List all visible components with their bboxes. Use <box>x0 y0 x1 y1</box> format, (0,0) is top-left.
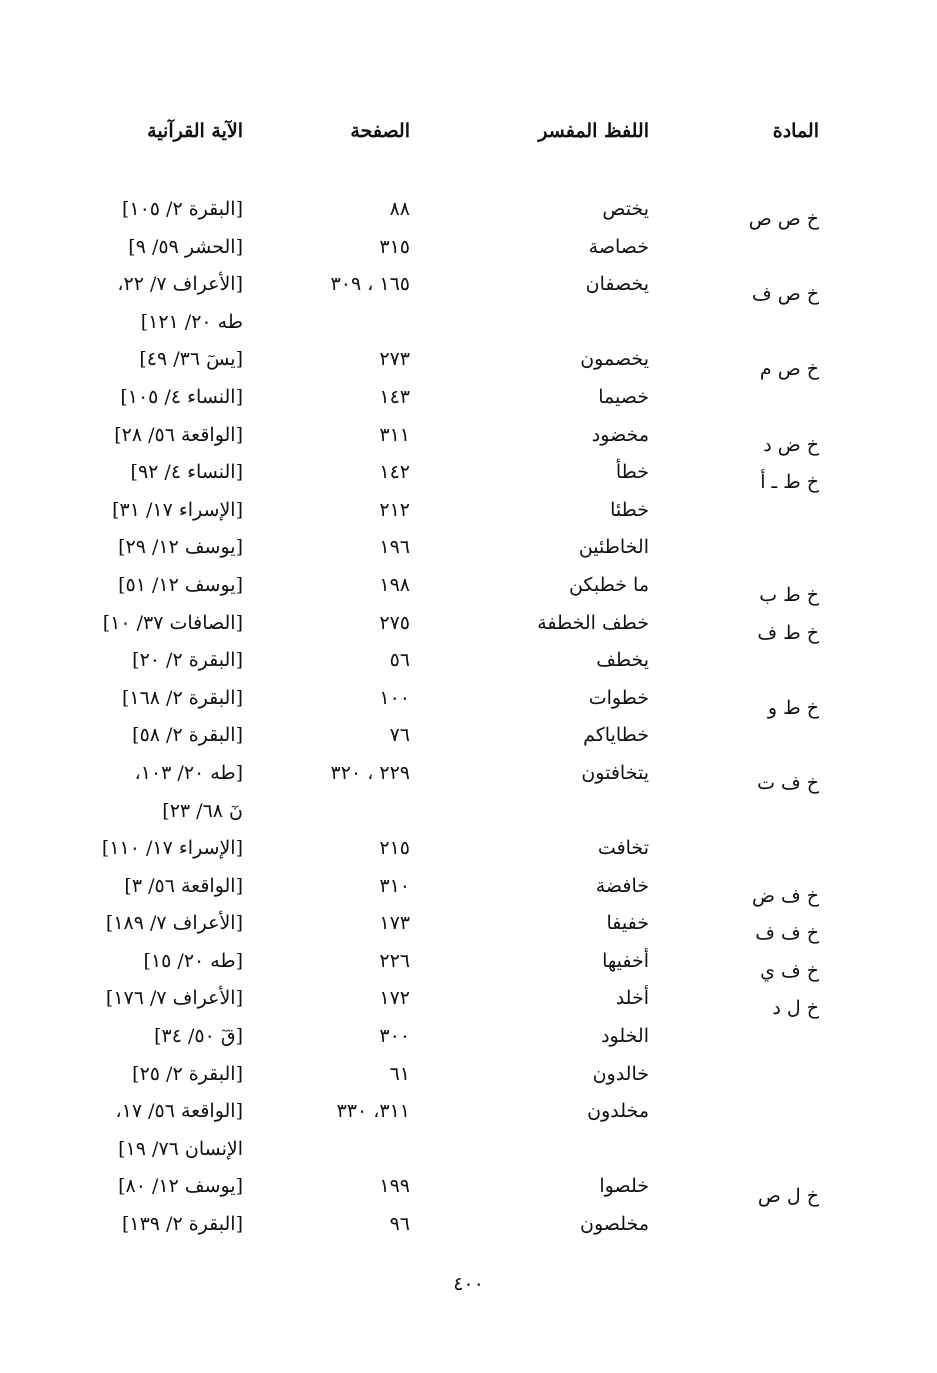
table-row <box>0 1207 937 1245</box>
table-row <box>0 756 937 794</box>
word-cell: يختص <box>602 198 649 220</box>
page-number: ٤٠٠ <box>453 1273 484 1295</box>
root-cell: خ ط ف <box>757 621 819 644</box>
page-cell: ٦١ <box>389 1062 410 1085</box>
root-cell: خ ف ض <box>751 884 819 907</box>
verse-cell: [الصافات ٣٧/ ١٠] <box>102 611 243 634</box>
verse-cell: [الأعراف ٧/ ١٧٦] <box>105 987 243 1010</box>
word-cell: يخصمون <box>580 348 649 371</box>
table-row <box>0 342 937 380</box>
word-cell: يخصفان <box>585 273 649 296</box>
page-cell: ١٠٠ <box>379 686 410 709</box>
page-cell: ٧٦ <box>389 724 410 747</box>
table-row <box>0 418 937 456</box>
page-cell: ١٩٦ <box>379 536 410 559</box>
verse-cell: [الأعراف ٧/ ١٨٩] <box>105 912 243 935</box>
table-row <box>0 493 937 531</box>
word-cell: الخلود <box>601 1025 649 1048</box>
table-row <box>0 1019 937 1057</box>
root-cell: خ ف ي <box>760 959 819 982</box>
page-cell: ١٧٣ <box>379 912 410 935</box>
table-row <box>0 831 937 869</box>
word-cell: خطئا <box>610 498 649 521</box>
table-row <box>0 681 937 719</box>
page-cell: ٥٦ <box>389 649 410 672</box>
root-cell: خ ط ـ أ <box>760 471 819 494</box>
page-cell: ١٤٣ <box>379 385 410 408</box>
header-root: المادة <box>772 120 819 142</box>
table-row <box>0 192 937 230</box>
page-cell: ١٩٩ <box>379 1175 410 1198</box>
word-cell: خصيما <box>598 385 649 408</box>
word-cell: الخاطئين <box>578 536 649 559</box>
root-cell: خ ف ت <box>757 771 819 794</box>
table-row <box>0 530 937 568</box>
page-cell: ٢٧٣ <box>379 348 410 371</box>
table-row <box>0 1132 937 1170</box>
table-row <box>0 981 937 1019</box>
table-row <box>0 906 937 944</box>
page-cell: ١٩٨ <box>379 573 410 596</box>
table-row <box>0 944 937 982</box>
page-cell: ١٧٢ <box>379 987 410 1010</box>
page-cell: ٢٧٥ <box>379 611 410 634</box>
verse-cell: [طه ٢٠/ ١٠٣، <box>134 761 243 784</box>
root-cell: خ ل د <box>772 997 819 1020</box>
root-cell: خ ص ف <box>751 283 819 306</box>
header-verse: الآية القرآنية <box>147 120 243 142</box>
table-row <box>0 230 937 268</box>
verse-cell: [يوسف ١٢/ ٢٩] <box>118 536 243 559</box>
root-cell: خ ل ص <box>757 1185 819 1208</box>
index-table <box>0 192 937 1245</box>
verse-cell: [البقرة ٢/ ١٦٨] <box>121 686 243 709</box>
word-cell: خصاصة <box>588 235 649 258</box>
word-cell: يخطف <box>596 649 649 672</box>
table-row <box>0 267 937 305</box>
verse-cell: [الواقعة ٥٦/ ١٧، <box>115 1100 243 1123</box>
table-row <box>0 380 937 418</box>
table-row <box>0 1169 937 1207</box>
verse-cell: [الواقعة ٥٦/ ٣] <box>124 874 243 897</box>
header-word: اللفظ المفسر <box>538 120 649 142</box>
verse-cell: [الواقعة ٥٦/ ٢٨] <box>114 423 243 446</box>
root-cell: خ ط و <box>767 696 819 719</box>
verse-cell: [النساء ٤/ ٩٢] <box>130 461 243 484</box>
page-cell: ٣١٠ <box>379 874 410 897</box>
word-cell: ما خطبكن <box>568 573 649 596</box>
verse-cell: [البقرة ٢/ ٥٨] <box>132 724 243 747</box>
table-row <box>0 606 937 644</box>
page-cell: ٢١٢ <box>379 498 410 521</box>
word-cell: خافضة <box>595 874 649 897</box>
root-cell: خ ف ف <box>755 922 819 945</box>
page-cell: ٣٠٠ <box>379 1025 410 1048</box>
verse-cell: [الأعراف ٧/ ٢٢، <box>117 273 243 296</box>
verse-cell: [النساء ٤/ ١٠٥] <box>120 385 243 408</box>
page-cell: ١٤٢ <box>379 461 410 484</box>
table-row <box>0 1094 937 1132</box>
word-cell: مخلدون <box>587 1100 649 1123</box>
word-cell: خفيفا <box>606 912 649 935</box>
verse-cell: [الإسراء ١٧/ ٣١] <box>112 498 243 521</box>
verse-cell: الإنسان ٧٦/ ١٩] <box>118 1137 243 1160</box>
verse-cell: [قٓ ٥٠/ ٣٤] <box>154 1025 243 1048</box>
table-row <box>0 1057 937 1095</box>
verse-cell: [يوسف ١٢/ ٨٠] <box>118 1175 243 1198</box>
root-cell: خ ص م <box>759 358 819 381</box>
verse-cell: نٓ ٦٨/ ٢٣] <box>162 799 243 822</box>
verse-cell: طه ٢٠/ ١٢١] <box>140 310 243 333</box>
page-cell: ٢٢٩ ، ٣٢٠ <box>330 761 410 784</box>
table-row <box>0 305 937 343</box>
table-row <box>0 794 937 832</box>
page-cell: ٣١١ <box>379 423 410 446</box>
table-row <box>0 568 937 606</box>
page-cell: ٩٦ <box>389 1213 410 1236</box>
table-row <box>0 869 937 907</box>
word-cell: خلصوا <box>599 1175 649 1198</box>
root-cell: خ ص ص <box>748 208 819 230</box>
root-cell: خ ض د <box>763 433 819 456</box>
page-cell: ١٦٥ ، ٣٠٩ <box>330 273 410 296</box>
word-cell: خطاياكم <box>583 724 649 747</box>
verse-cell: [البقرة ٢/ ١٣٩] <box>121 1213 243 1236</box>
verse-cell: [الحشر ٥٩/ ٩] <box>128 235 243 258</box>
word-cell: أخلد <box>615 987 649 1010</box>
page-cell: ٢١٥ <box>379 837 410 860</box>
page-cell: ٣١٥ <box>379 235 410 258</box>
word-cell: خطوات <box>588 686 649 709</box>
page-cell: ٨٨ <box>389 198 410 220</box>
table-row <box>0 455 937 493</box>
word-cell: أخفيها <box>602 949 649 972</box>
verse-cell: [البقرة ٢/ ١٠٥] <box>121 198 243 220</box>
verse-cell: [البقرة ٢/ ٢٠] <box>132 649 243 672</box>
word-cell: خطأ <box>615 461 649 484</box>
word-cell: يتخافتون <box>581 761 649 784</box>
word-cell: مخلصون <box>580 1213 649 1236</box>
word-cell: مخضود <box>591 423 649 446</box>
header-page: الصفحة <box>350 120 410 142</box>
word-cell: خطف الخطفة <box>537 611 649 634</box>
page-cell: ٢٢٦ <box>379 949 410 972</box>
verse-cell: [الإسراء ١٧/ ١١٠] <box>101 837 243 860</box>
table-row <box>0 643 937 681</box>
root-cell: خ ط ب <box>759 583 819 606</box>
verse-cell: [يسٓ ٣٦/ ٤٩] <box>139 348 243 371</box>
page-cell: ٣١١، ٣٣٠ <box>336 1100 410 1123</box>
verse-cell: [البقرة ٢/ ٢٥] <box>132 1062 243 1085</box>
verse-cell: [طه ٢٠/ ١٥] <box>143 949 243 972</box>
table-row <box>0 718 937 756</box>
word-cell: خالدون <box>592 1062 649 1085</box>
word-cell: تخافت <box>597 837 649 860</box>
verse-cell: [يوسف ١٢/ ٥١] <box>118 573 243 596</box>
